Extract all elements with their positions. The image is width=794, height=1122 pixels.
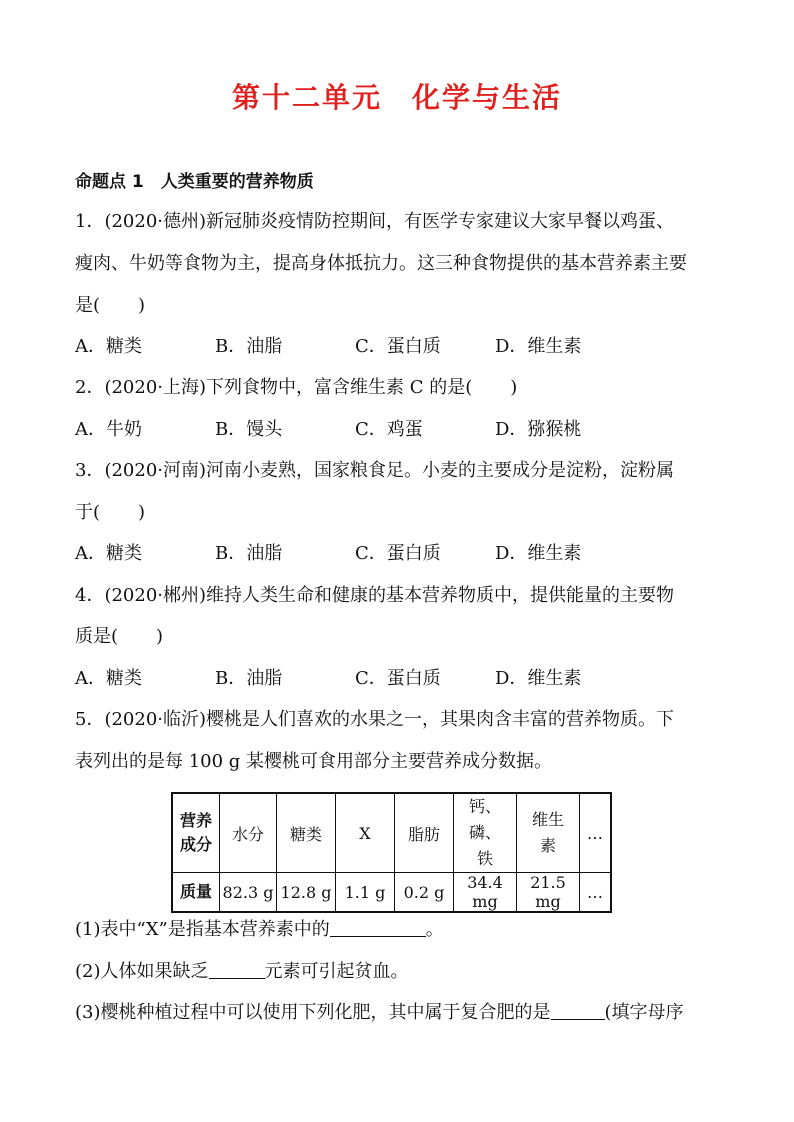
- answer-blank[interactable]: [209, 960, 265, 979]
- q4-line1: 4．(2020·郴州)维持人类生命和健康的基本营养物质中，提供能量的主要物: [75, 585, 675, 606]
- section-heading: 命题点 1 人类重要的营养物质: [75, 172, 314, 192]
- table-row: [172, 793, 611, 873]
- q1-option-a[interactable]: A．糖类: [75, 336, 142, 357]
- q4-option-c[interactable]: C．蛋白质: [355, 668, 441, 689]
- table-cell: 糖类: [277, 793, 336, 873]
- q5-line2: 表列出的是每 100 g 某樱桃可食用部分主要营养成分数据。: [75, 751, 553, 772]
- table-cell: 脂肪: [395, 793, 454, 873]
- page-title: [0, 76, 794, 116]
- q5-sub2: (2)人体如果缺乏 元素可引起贫血。: [75, 961, 409, 982]
- answer-blank[interactable]: [330, 918, 426, 937]
- q1-option-d[interactable]: D．维生素: [495, 336, 582, 357]
- q1-option-c[interactable]: C．蛋白质: [355, 336, 441, 357]
- q3-option-c[interactable]: C．蛋白质: [355, 543, 441, 564]
- q5-sub3: (3)樱桃种植过程中可以使用下列化肥，其中属于复合肥的是 (填字母序: [75, 1002, 684, 1023]
- table-header-cell: 质量: [172, 873, 220, 913]
- table-cell: 21.5 mg: [517, 873, 580, 913]
- q3-option-d[interactable]: D．维生素: [495, 543, 582, 564]
- answer-blank[interactable]: [551, 1001, 605, 1020]
- q4-option-a[interactable]: A．糖类: [75, 668, 142, 689]
- q3-line2: 于( ): [75, 502, 146, 523]
- title-unit: 第十二单元: [231, 81, 382, 114]
- table-cell: 钙、磷、 铁: [454, 793, 517, 873]
- q1-option-b[interactable]: B．油脂: [215, 336, 283, 357]
- table-cell: 0.2 g: [395, 873, 454, 913]
- q1-options: [75, 336, 675, 358]
- table-cell: 82.3 g: [220, 873, 277, 913]
- q4-options: [75, 668, 675, 690]
- q2-option-c[interactable]: C．鸡蛋: [355, 419, 423, 440]
- nutrition-table: [171, 792, 612, 913]
- q3-option-a[interactable]: A．糖类: [75, 543, 142, 564]
- q3-option-b[interactable]: B．油脂: [215, 543, 283, 564]
- table-cell: …: [580, 793, 612, 873]
- q4-option-d[interactable]: D．维生素: [495, 668, 582, 689]
- q1-line2: 瘦肉、牛奶等食物为主，提高身体抵抗力。这三种食物提供的基本营养素主要: [75, 253, 687, 274]
- q2-line1: 2．(2020·上海)下列食物中，富含维生素 C 的是( ): [75, 377, 518, 398]
- q2-option-b[interactable]: B．馒头: [215, 419, 283, 440]
- table-cell: 水分: [220, 793, 277, 873]
- q3-options: [75, 543, 675, 565]
- table-row: [172, 873, 611, 913]
- table-header-cell: 营养 成分: [172, 793, 220, 873]
- q1-line3: 是( ): [75, 295, 146, 316]
- table-cell: X: [336, 793, 395, 873]
- table-cell: 维生 素: [517, 793, 580, 873]
- table-cell: …: [580, 873, 612, 913]
- title-topic: 化学与生活: [412, 81, 563, 114]
- q2-option-d[interactable]: D．猕猴桃: [495, 419, 582, 440]
- q2-options: [75, 419, 675, 441]
- q3-line1: 3．(2020·河南)河南小麦熟，国家粮食足。小麦的主要成分是淀粉，淀粉属: [75, 460, 675, 481]
- q4-line2: 质是( ): [75, 626, 164, 647]
- table-cell: 12.8 g: [277, 873, 336, 913]
- table-cell: 1.1 g: [336, 873, 395, 913]
- q5-sub1: (1)表中“X”是指基本营养素中的 。: [75, 919, 444, 940]
- q5-line1: 5．(2020·临沂)樱桃是人们喜欢的水果之一，其果肉含丰富的营养物质。下: [75, 709, 675, 730]
- table-cell: 34.4 mg: [454, 873, 517, 913]
- q1-line1: 1．(2020·德州)新冠肺炎疫情防控期间，有医学专家建议大家早餐以鸡蛋、: [75, 211, 675, 232]
- q4-option-b[interactable]: B．油脂: [215, 668, 283, 689]
- q2-option-a[interactable]: A．牛奶: [75, 419, 142, 440]
